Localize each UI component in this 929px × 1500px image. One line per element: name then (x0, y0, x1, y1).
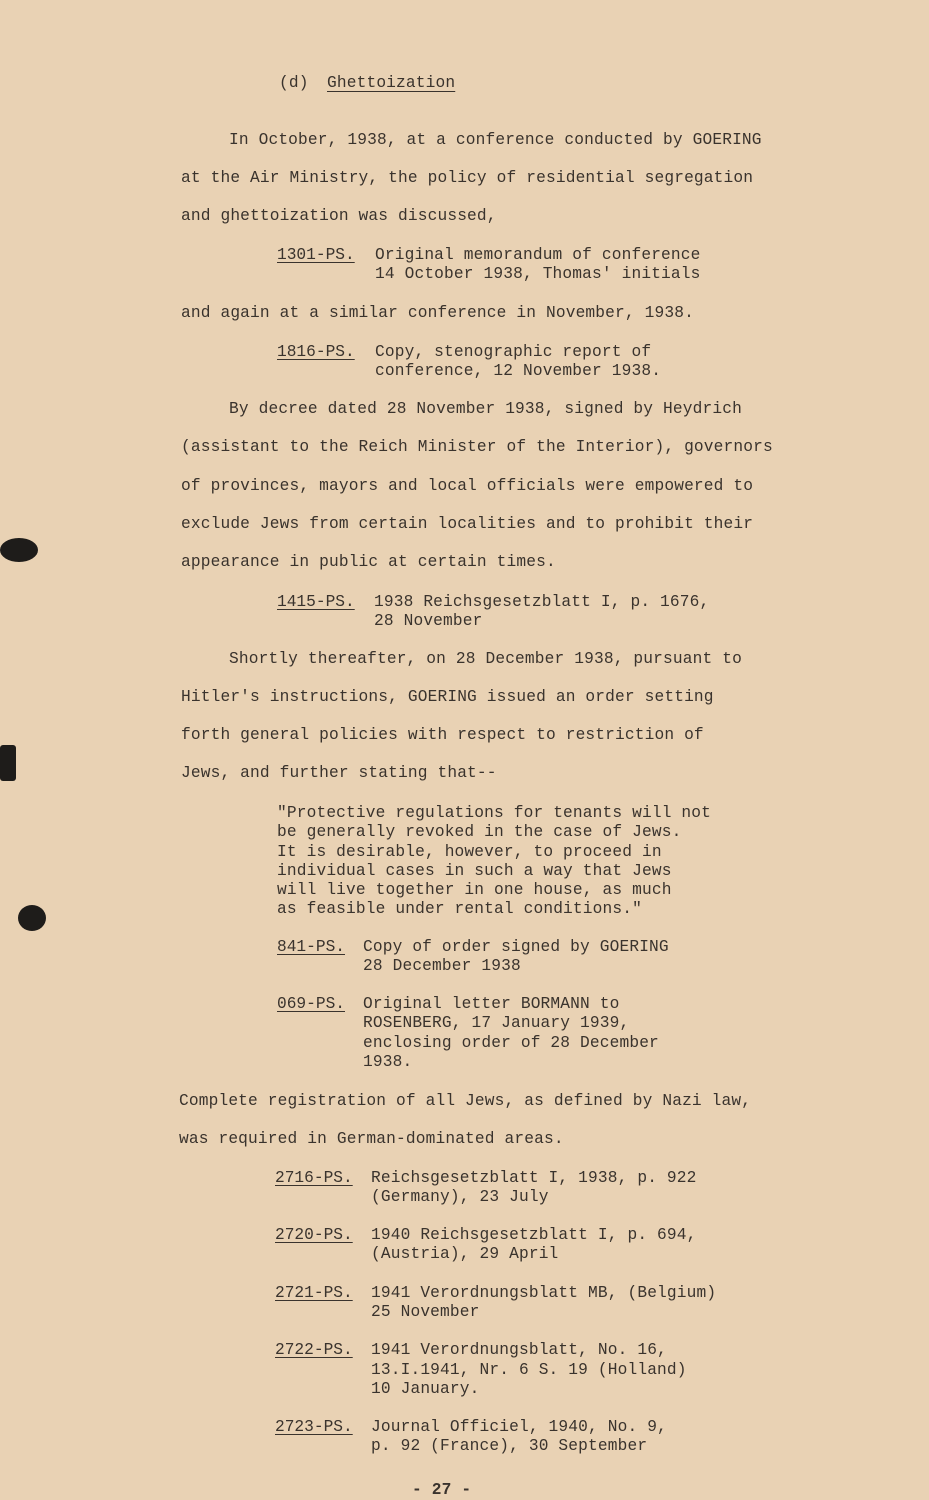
paragraph-line: Shortly thereafter, on 28 December 1938, pursuant to (229, 650, 742, 668)
citation-ref: 2720-PS. (275, 1226, 353, 1244)
citation-ref: 1301-PS. (277, 246, 355, 264)
paragraph-line: In October, 1938, at a conference conducted by GOERING (229, 131, 762, 149)
citation-ref: 2721-PS. (275, 1284, 353, 1302)
paragraph-line: and ghettoization was discussed, (181, 207, 497, 225)
citation-ref: 1816-PS. (277, 343, 355, 361)
punch-hole-top (0, 538, 38, 562)
quote-line: be generally revoked in the case of Jews. (277, 823, 682, 841)
citation-line: 28 December 1938 (363, 957, 521, 975)
quote-line: will live together in one house, as much (277, 881, 672, 899)
citation-line: 1941 Verordnungsblatt MB, (Belgium) (371, 1284, 717, 1302)
citation-line: 1938. (363, 1053, 413, 1071)
citation-line: enclosing order of 28 December (363, 1034, 659, 1052)
quote-line: It is desirable, however, to proceed in (277, 843, 662, 861)
citation-line: 14 October 1938, Thomas' initials (375, 265, 701, 283)
page-number: - 27 - (412, 1481, 472, 1499)
citation-line: Copy, stenographic report of (375, 343, 652, 361)
citation-line: 25 November (371, 1303, 480, 1321)
citation-line: 10 January. (371, 1380, 480, 1398)
citation-line: Copy of order signed by GOERING (363, 938, 669, 956)
citation-line: Original memorandum of conference (375, 246, 701, 264)
quote-line: "Protective regulations for tenants will not (277, 804, 712, 822)
quote-line: individual cases in such a way that Jews (277, 862, 672, 880)
citation-ref: 1415-PS. (277, 593, 355, 611)
citation-line: 1938 Reichsgesetzblatt I, p. 1676, (374, 593, 710, 611)
citation-ref: 841-PS. (277, 938, 345, 956)
citation-line: Journal Officiel, 1940, No. 9, (371, 1418, 667, 1436)
paragraph-line: Hitler's instructions, GOERING issued an order setting (181, 688, 714, 706)
citation-ref: 2716-PS. (275, 1169, 353, 1187)
citation-line: ROSENBERG, 17 January 1939, (363, 1014, 630, 1032)
paragraph-line: appearance in public at certain times. (181, 553, 556, 571)
citation-line: (Germany), 23 July (371, 1188, 549, 1206)
citation-ref: 2723-PS. (275, 1418, 353, 1436)
citation-ref: 069-PS. (277, 995, 345, 1013)
citation-line: 1941 Verordnungsblatt, No. 16, (371, 1341, 667, 1359)
punch-hole-bottom (18, 905, 46, 931)
paragraph-line: forth general policies with respect to restriction of (181, 726, 704, 744)
citation-line: 1940 Reichsgesetzblatt I, p. 694, (371, 1226, 697, 1244)
paragraph-line: Complete registration of all Jews, as defined by Nazi law, (179, 1092, 752, 1110)
citation-ref: 2722-PS. (275, 1341, 353, 1359)
paragraph-line: exclude Jews from certain localities and to prohibit their (181, 515, 754, 533)
paragraph-line: was required in German-dominated areas. (179, 1130, 564, 1148)
paragraph-line: By decree dated 28 November 1938, signed by Heydrich (229, 400, 742, 418)
paragraph-line: Jews, and further stating that-- (181, 764, 497, 782)
citation-line: Original letter BORMANN to (363, 995, 620, 1013)
punch-hole-middle (0, 745, 16, 781)
section-title: Ghettoization (327, 74, 456, 92)
paragraph-line: (assistant to the Reich Minister of the Interior), governors (181, 438, 773, 456)
citation-line: p. 92 (France), 30 September (371, 1437, 648, 1455)
citation-line: 28 November (374, 612, 483, 630)
paragraph-line: and again at a similar conference in November, 1938. (181, 304, 694, 322)
citation-line: Reichsgesetzblatt I, 1938, p. 922 (371, 1169, 697, 1187)
citation-line: (Austria), 29 April (371, 1245, 559, 1263)
paragraph-line: of provinces, mayors and local officials were empowered to (181, 477, 754, 495)
citation-line: conference, 12 November 1938. (375, 362, 662, 380)
paragraph-line: at the Air Ministry, the policy of residential segregation (181, 169, 754, 187)
citation-line: 13.I.1941, Nr. 6 S. 19 (Holland) (371, 1361, 687, 1379)
section-label: (d) (279, 74, 309, 92)
quote-line: as feasible under rental conditions." (277, 900, 642, 918)
